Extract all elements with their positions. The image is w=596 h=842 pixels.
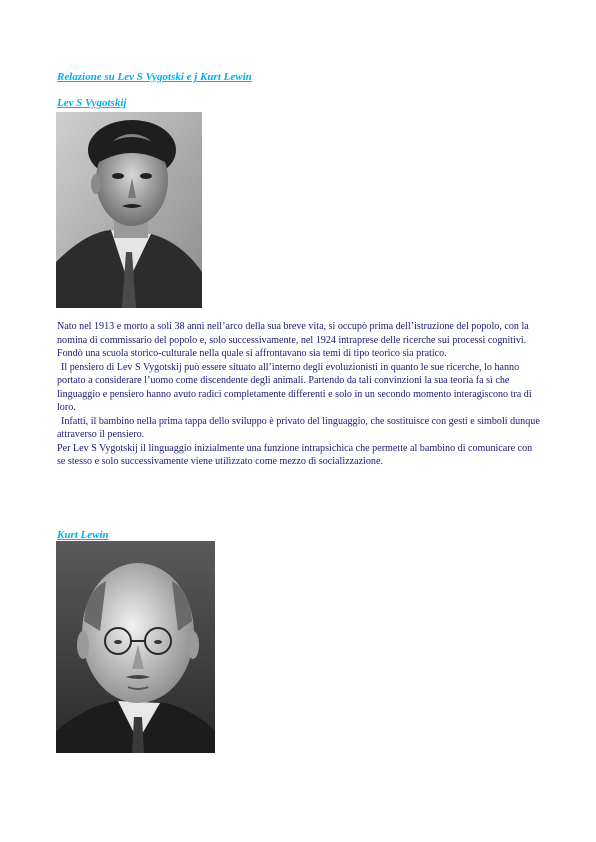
vygotskij-body-text xyxy=(57,320,541,469)
paragraph: Nato nel 1913 e morto a soli 38 anni nell’arco della sua breve vita, si occupò prima dell’istruzione del popolo, con la nomina di commissario del popolo e, solo successivamente, nel 1924 intraprese delle ricerche sui processi cognitivi. Fondò una scuola storico-culturale nella quale si affrontavano sia temi di tipo teorico sia pratico. xyxy=(57,321,529,359)
lewin-portrait xyxy=(56,541,215,753)
document-title: Relazione su Lev S Vygotski e j Kurt Lewin xyxy=(57,71,252,83)
paragraph: Infatti, il bambino nella prima tappa dello sviluppo è privato del linguaggio, che sostituisce con gesti e simboli dunque attraverso il pensiero. xyxy=(57,415,540,440)
section-heading-lewin: Kurt Lewin xyxy=(57,529,109,541)
vygotskij-portrait xyxy=(56,112,202,308)
section-heading-vygotskij: Lev S Vygotskij xyxy=(57,97,127,109)
paragraph: Il pensiero di Lev S Vygotskij può essere situato all’interno degli evoluzionisti in quanto le sue ricerche, lo hanno portato a considerare l’uomo come discendente degli animali. Partendo da tali convinzioni la sua teoria fa sì che linguaggio e pensiero hanno avuto radici completamente differenti e solo in un secondo momento interagiscono tra di loro. xyxy=(57,361,532,413)
paragraph: Per Lev S Vygotskij il linguaggio inizialmente una funzione intrapsichica che permette al bambino di comunicare con se stesso e solo successivamente viene utilizzato come mezzo di socializzazione. xyxy=(57,442,533,467)
